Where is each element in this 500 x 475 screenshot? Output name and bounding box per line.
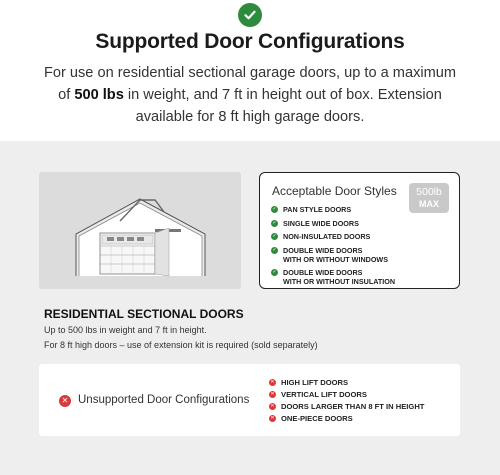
weight-limit-badge: 500lb MAX bbox=[409, 183, 449, 213]
check-icon: ✓ bbox=[272, 246, 277, 253]
header-section bbox=[0, 0, 500, 141]
residential-note: For 8 ft high doors – use of extension kit is required (sold separately) bbox=[44, 340, 318, 350]
page-title: Supported Door Configurations bbox=[95, 30, 405, 53]
list-item: ✓ DOUBLE WIDE DOORS WITH OR WITHOUT INSULATION bbox=[272, 268, 396, 286]
check-icon: ✓ bbox=[272, 269, 277, 275]
page-description: For use on residential sectional garage doors, up to a maximum of 500 lbs in weight, and 7 ft in height out of box. Extension available for 8 ft high garage doors. bbox=[43, 65, 457, 125]
acceptable-styles-title: Acceptable Door Styles bbox=[272, 184, 397, 198]
acceptable-styles-card bbox=[259, 172, 460, 289]
list-item: ✕ VERTICAL LIFT DOORS bbox=[270, 390, 367, 399]
garage-door-illustration bbox=[39, 172, 241, 289]
list-item: ✕ ONE-PIECE DOORS bbox=[270, 414, 353, 423]
close-icon: ✕ bbox=[270, 403, 275, 409]
acceptable-styles-list bbox=[271, 205, 395, 291]
list-item: ✕ HIGH LIFT DOORS bbox=[270, 378, 349, 387]
check-icon: ✓ bbox=[272, 219, 277, 226]
unsupported-list bbox=[269, 378, 424, 426]
unsupported-label: Unsupported Door Configurations bbox=[78, 394, 250, 406]
list-item: ✓ SINGLE WIDE DOORS bbox=[272, 218, 359, 228]
close-icon: ✕ bbox=[59, 395, 71, 407]
list-item: ✓ PAN STYLE DOORS bbox=[272, 205, 352, 214]
list-item: ✕ DOORS LARGER THAN 8 FT IN HEIGHT bbox=[270, 402, 425, 411]
check-icon: ✓ bbox=[272, 233, 277, 239]
check-icon: ✓ bbox=[272, 206, 277, 212]
list-item: ✓ DOUBLE WIDE DOORS WITH OR WITHOUT WINDOWS bbox=[272, 245, 388, 264]
unsupported-card bbox=[39, 364, 460, 436]
close-icon: ✕ bbox=[270, 379, 275, 385]
configuration-panel bbox=[0, 141, 500, 475]
list-item: ✓ NON-INSULATED DOORS bbox=[272, 232, 371, 241]
check-icon bbox=[238, 3, 262, 27]
residential-title: RESIDENTIAL SECTIONAL DOORS bbox=[44, 307, 244, 321]
close-icon: ✕ bbox=[270, 391, 275, 397]
close-icon: ✕ bbox=[270, 415, 275, 421]
residential-detail: Up to 500 lbs in weight and 7 ft in height. bbox=[44, 325, 207, 335]
